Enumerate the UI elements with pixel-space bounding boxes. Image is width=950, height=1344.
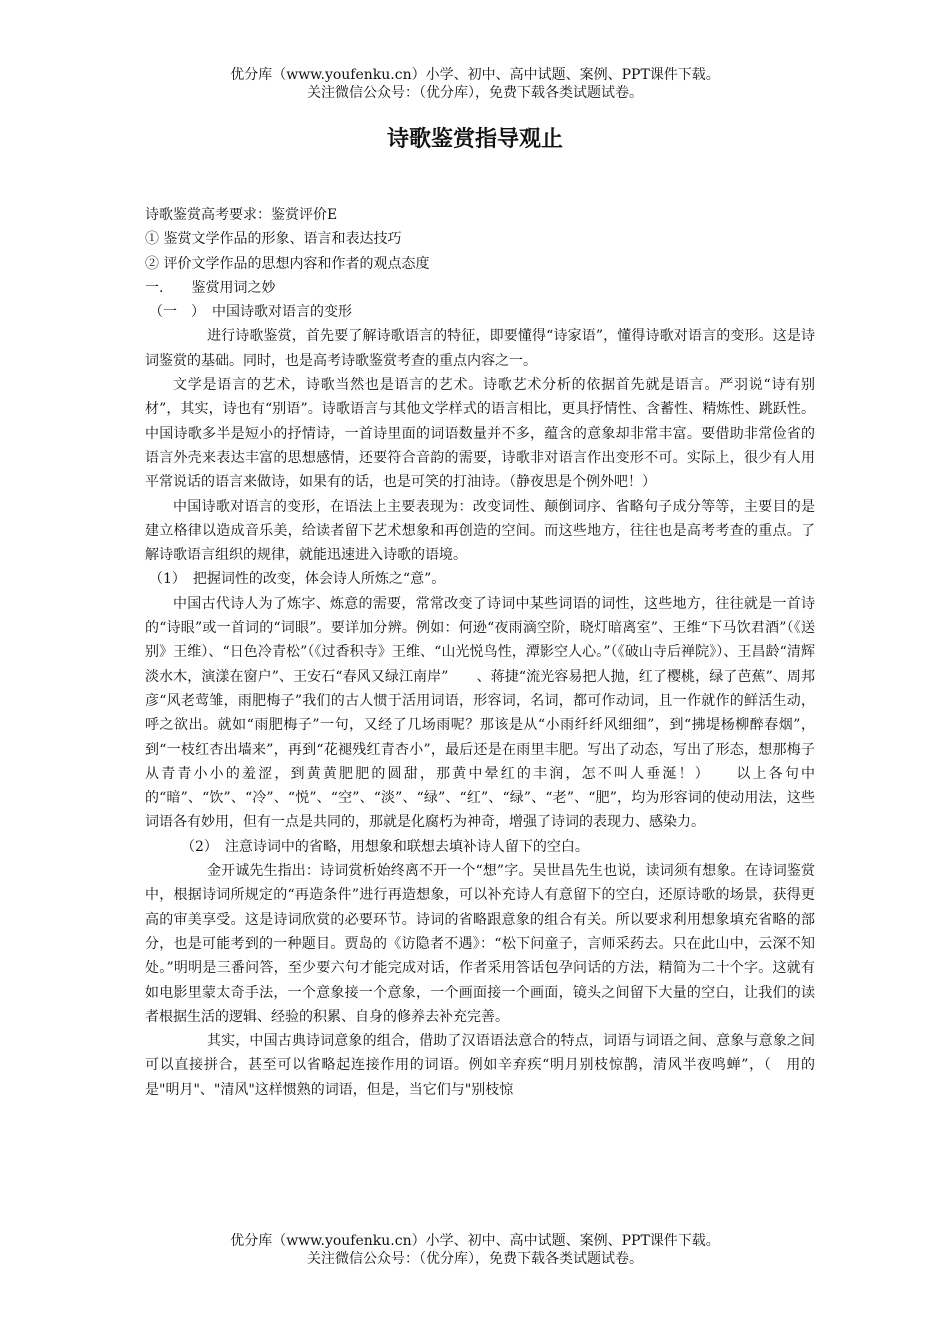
subsection-heading-1: （一 ） 中国诗歌对语言的变形 <box>149 304 352 321</box>
section-heading-1: 一. 鉴赏用词之妙 <box>145 279 276 296</box>
body-paragraph: 金开诚先生指出：诗词赏析始终离不开一个“想”字。吴世昌先生也说，读词须有想象。在诗词鉴赏中，根据诗词所规定的“再造条件”进行再造想象，可以补充诗人有意留下的空白，还原诗歌的场景，获得更高的审美享受。这是诗词欣赏的必要环节。诗词的省略跟意象的组合有关。所以要求利用想象填充省略的部分，也是可能考到的一种题目。贾岛的《访隐者不遇》：“松下问童子，言师采药去。只在此山中，云深不知处。”明明是三番问答，至少要六句才能完成对话，作者采用答话包孕问话的方法，精简为二十个字。这就有如电影里蒙太奇手法，一个意象接一个意象，一个画面接一个画面，镜头之间留下大量的空白，让我们的读者根据生活的逻辑、经验的积累、自身的修养去补充完善。 <box>145 863 815 1025</box>
page-footer <box>0 1232 950 1268</box>
body-paragraph: 文学是语言的艺术，诗歌当然也是语言的艺术。诗歌艺术分析的依据首先就是语言。严羽说“诗有别材”，其实，诗也有“别语”。诗歌语言与其他文学样式的语言相比，更具抒情性、含蓄性、精炼性、跳跃性。中国诗歌多半是短小的抒情诗，一首诗里面的词语数量并不多，蕴含的意象却非常丰富。要借助非常俭省的语言外壳来表达丰富的思想感情，还要符合音韵的需要，诗歌非对语言作出变形不可。实际上，很少有人用平常说话的语言来做诗，如果有的话，也是可笑的打油诗。（静夜思是个例外吧！） <box>145 377 815 491</box>
point-heading-2: （2） 注意诗词中的省略，用想象和联想去填补诗人留下的空白。 <box>181 838 589 855</box>
document-body <box>145 203 815 1102</box>
body-paragraph: 进行诗歌鉴赏，首先要了解诗歌语言的特征，即要懂得“诗家语”，懂得诗歌对语言的变形。这是诗词鉴赏的基础。同时，也是高考诗歌鉴赏考查的重点内容之一。 <box>145 328 815 369</box>
point-heading-1: （1） 把握词性的改变，体会诗人所炼之“意”。 <box>149 571 446 588</box>
header-line-1: 优分库（www.youfenku.cn）小学、初中、高中试题、案例、PPT课件下载。 <box>230 67 720 83</box>
header-line-2: 关注微信公众号：（优分库），免费下载各类试题试卷。 <box>307 85 643 101</box>
body-paragraph: 中国诗歌对语言的变形，在语法上主要表现为：改变词性、颠倒词序、省略句子成分等等，主要目的是建立格律以造成音乐美，给读者留下艺术想象和再创造的空间。而这些地方，往往也是高考考查的重点。了解诗歌语言组织的规律，就能迅速进入诗歌的语境。 <box>145 498 815 564</box>
requirement-item-2: ② 评价文学作品的思想内容和作者的观点态度 <box>145 255 430 272</box>
footer-line-2: 关注微信公众号：（优分库），免费下载各类试题试卷。 <box>307 1251 643 1267</box>
body-paragraph: 中国古代诗人为了炼字、炼意的需要，常常改变了诗词中某些词语的词性，这些地方，往往就是一首诗的“诗眼”或一首词的“词眼”。要详加分辨。例如：何逊“夜雨滴空阶，晓灯暗离室”、王维“下马饮君酒”（《送别》王维）、“日色冷青松”（《过香积寺》王维、“山光悦鸟性，潭影空人心。”（《破山寺后禅院》）、王昌龄“清辉淡水木，演漾在窗户”、王安石“春风又绿江南岸” 、蒋捷“流光容易把人抛，红了樱桃，绿了芭蕉”、周邦彦“风老莺雏，雨肥梅子”我们的古人惯于活用词语，形容词，名词，都可作动词，且一作就作的鲜活生动，呼之欲出。就如“雨肥梅子”一句，又经了几场雨呢？那该是从“小雨纤纤风细细”，到“拂堤杨柳醉春烟”，到“一枝红杏出墙来”，再到“花褪残红青杏小”，最后还是在雨里丰肥。写出了动态，写出了形态，想那梅子从青青小小的羞涩，到黄黄肥肥的圆甜，那黄中晕红的丰润，怎不叫人垂涎！） 以上各句中的“暗”、“饮”、“冷”、“悦”、“空”、“淡”、“绿”、“红”、“绿”、“老”、“肥”，均为形容词的使动用法，这些词语各有妙用，但有一点是共同的，那就是化腐朽为神奇，增强了诗词的表现力、感染力。 <box>145 595 815 831</box>
footer-line-1: 优分库（www.youfenku.cn）小学、初中、高中试题、案例、PPT课件下载。 <box>230 1233 720 1249</box>
exam-requirement: 诗歌鉴赏高考要求：鉴赏评价E <box>145 207 338 223</box>
body-paragraph: 其实，中国古典诗词意象的组合，借助了汉语语法意合的特点，词语与词语之间、意象与意象之间可以直接拼合，甚至可以省略起连接作用的词语。例如辛弃疾“明月别枝惊鹊，清风半夜鸣蝉”，（ 用的是"明月"、"清风"这样惯熟的词语，但是，当它们与"别枝惊 <box>145 1033 815 1098</box>
page-header <box>0 66 950 102</box>
requirement-item-1: ① 鉴赏文学作品的形象、语言和表达技巧 <box>145 231 402 248</box>
page-title: 诗歌鉴赏指导观止 <box>386 126 563 152</box>
